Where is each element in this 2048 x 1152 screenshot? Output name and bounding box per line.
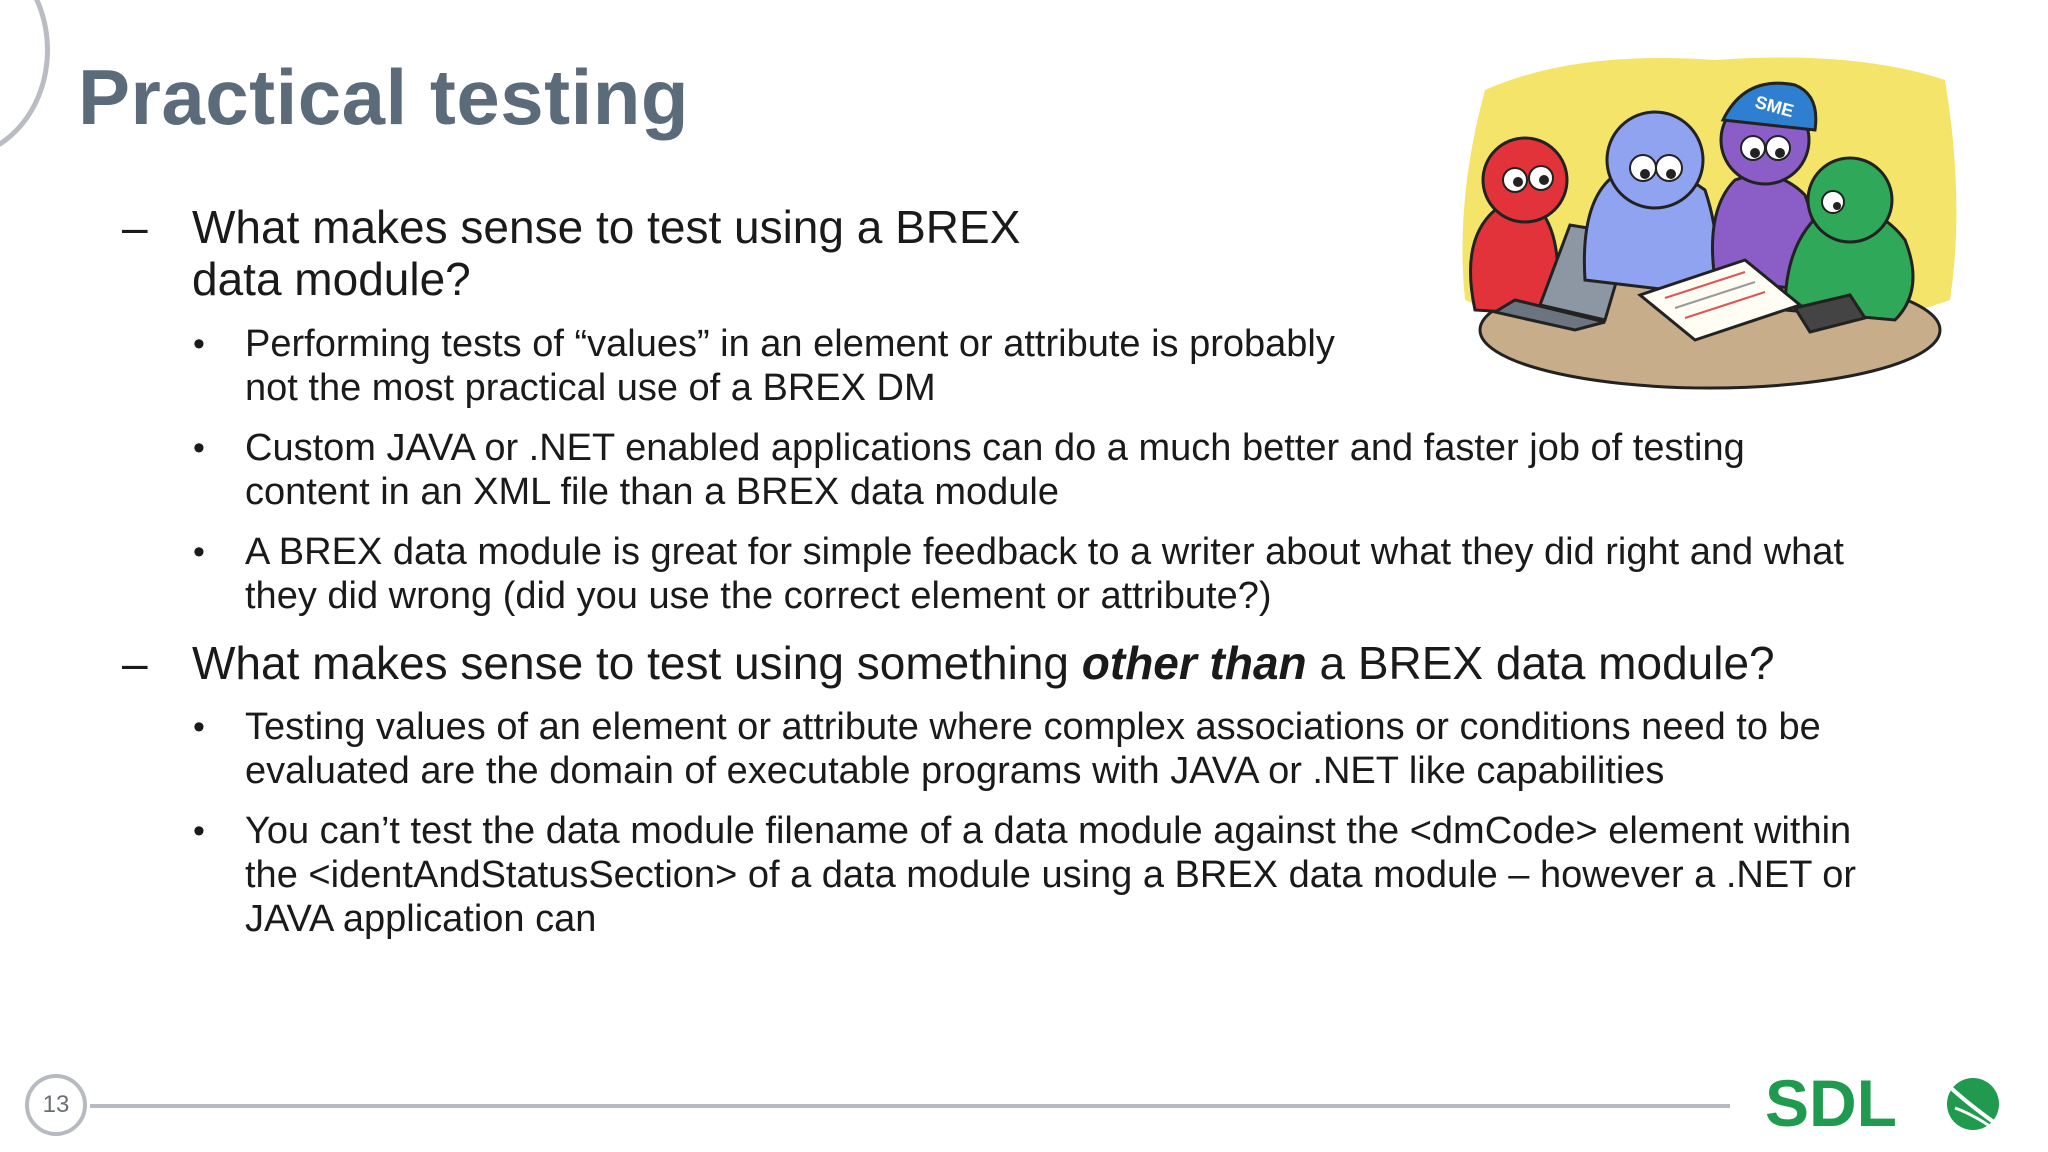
bullet-marker: • xyxy=(193,429,205,467)
bullet-marker: • xyxy=(193,708,205,746)
dash-marker: – xyxy=(122,201,148,253)
footer-rule xyxy=(90,1104,1730,1108)
level1-item xyxy=(122,637,1775,689)
list-item-line: the <identAndStatusSection> of a data module using a BREX data module – however a .NET or xyxy=(245,854,1857,896)
list-item-line: Testing values of an element or attribute where complex associations or conditions need to be xyxy=(245,706,1821,748)
level1-text: What makes sense to test using a BREX xyxy=(192,201,1021,253)
list-item xyxy=(193,705,1821,793)
level1-item-continuation xyxy=(192,253,471,305)
list-item-line: evaluated are the domain of executable programs with JAVA or .NET like capabilities xyxy=(245,750,1665,792)
logo-wordmark: SDL xyxy=(1765,1068,1897,1138)
list-item-line: You can’t test the data module filename of a data module against the <dmCode> element within xyxy=(245,810,1852,852)
list-item xyxy=(193,530,1844,618)
list-item-line: not the most practical use of a BREX DM xyxy=(245,367,936,409)
level1-text: data module? xyxy=(192,253,471,305)
dash-marker: – xyxy=(122,637,148,689)
slide-title: Practical testing xyxy=(78,53,690,141)
list-item-line: JAVA application can xyxy=(245,898,597,940)
bullet-marker: • xyxy=(193,812,205,850)
list-item-line: Custom JAVA or .NET enabled applications can do a much better and faster job of testing xyxy=(245,427,1745,469)
list-item xyxy=(193,426,1745,514)
level1-text-pre: What makes sense to test using something xyxy=(192,637,1082,689)
list-item-line: content in an XML file than a BREX data module xyxy=(245,471,1059,513)
page-number-badge xyxy=(25,1074,87,1136)
sdl-logo xyxy=(1765,1068,2015,1138)
cap-label: SME xyxy=(1753,91,1796,122)
team-meeting-illustration xyxy=(1455,50,1965,400)
list-item-line: they did wrong (did you use the correct element or attribute?) xyxy=(245,575,1272,617)
list-item xyxy=(193,322,1335,410)
level1-item xyxy=(122,201,1021,253)
page-number: 13 xyxy=(42,1091,70,1118)
list-item xyxy=(193,809,1857,941)
level1-emphasis: other than xyxy=(1081,637,1307,689)
bullet-marker: • xyxy=(193,325,205,363)
list-item-line: Performing tests of “values” in an element or attribute is probably xyxy=(245,323,1335,365)
bullet-marker: • xyxy=(193,533,205,571)
level1-text-post: a BREX data module? xyxy=(1306,637,1775,689)
list-item-line: A BREX data module is great for simple feedback to a writer about what they did right and what xyxy=(245,531,1844,573)
